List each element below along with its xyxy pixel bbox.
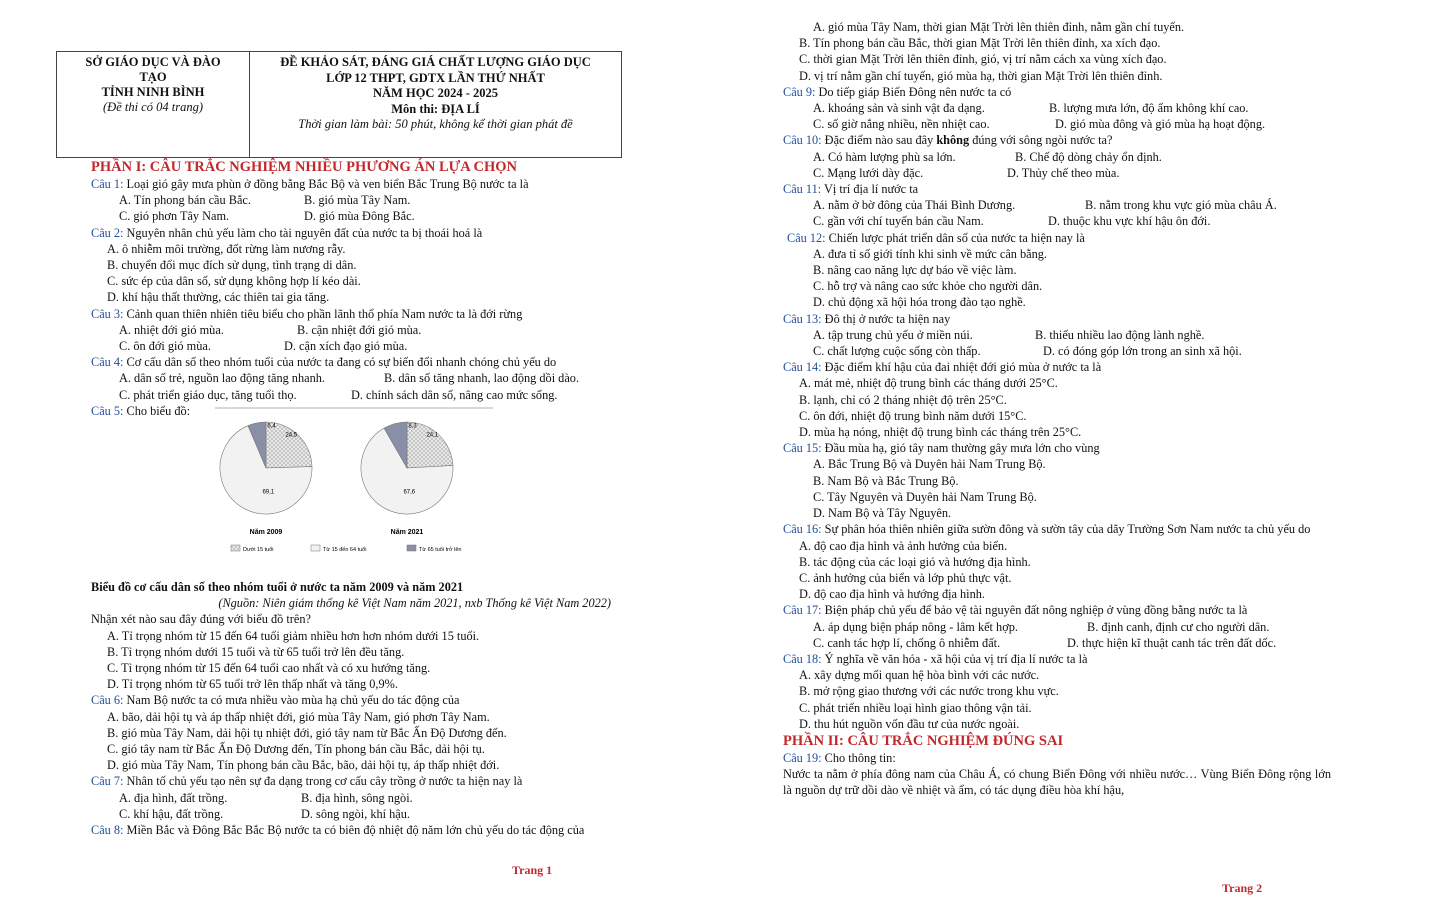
option-d: D. sông ngòi, khí hậu. xyxy=(301,806,410,821)
question-prompt: Nhận xét nào sau đây đúng với biểu đồ trên? xyxy=(91,612,311,627)
pie-2021 xyxy=(361,422,453,514)
option-a: A. áp dụng biện pháp nông - lâm kết hợp. xyxy=(813,619,1018,634)
option-c: C. Tây Nguyên và Duyên hải Nam Trung Bộ. xyxy=(813,489,1037,504)
question-text: đúng với sông ngòi nước ta? xyxy=(969,133,1113,148)
option-b: B. cận nhiệt đới gió mùa. xyxy=(297,322,422,337)
option-a: A. ô nhiễm môi trường, đốt rừng làm nương rẫy. xyxy=(107,241,346,256)
option-c: C. số giờ nắng nhiều, nền nhiệt cao. xyxy=(813,117,990,132)
page-number: Trang 1 xyxy=(512,863,553,877)
pie-2009 xyxy=(220,422,312,514)
option-c: C. khí hậu, đất trồng. xyxy=(119,806,224,821)
part-1-title: PHẦN I: CÂU TRẮC NGHIỆM NHIỀU PHƯƠNG ÁN LỰA CHỌN xyxy=(91,159,518,175)
slice-label: 67,6 xyxy=(403,489,416,496)
slice-label: 6,4 xyxy=(267,423,276,430)
option-b: B. chuyển đổi mục đích sử dụng, tình trạng di dân. xyxy=(107,258,357,273)
question-text: Miền Bắc và Đông Bắc Bắc Bộ nước ta có biên độ nhiệt độ năm lớn chủ yếu do tác động của xyxy=(123,823,585,838)
options-row xyxy=(783,100,1331,116)
legend-swatch xyxy=(311,545,320,551)
question-number: Câu 5: xyxy=(91,403,124,418)
option-c: C. gần với chí tuyến bán cầu Nam. xyxy=(813,214,984,229)
question-12 xyxy=(783,230,1331,246)
option-b: B. gió mùa Tây Nam, dải hội tụ nhiệt đới, gió tây nam từ Bắc Ấn Độ Dương đến. xyxy=(107,725,507,740)
option-c: C. ôn đới gió mùa. xyxy=(119,339,211,354)
options-row xyxy=(91,192,621,208)
question-number: Câu 14: xyxy=(783,360,822,375)
question-text: Đầu mùa hạ, gió tây nam thường gây mưa lớn cho vùng xyxy=(821,441,1100,456)
options-row xyxy=(783,149,1331,165)
option-c: C. Tỉ trọng nhóm từ 15 đến 64 tuổi cao nhất và có xu hướng tăng. xyxy=(107,661,431,676)
slice-label: 24,5 xyxy=(285,432,298,439)
option-b: B. nằm trong khu vực gió mùa châu Á. xyxy=(1085,198,1277,213)
option-b: B. lạnh, chỉ có 2 tháng nhiệt độ trên 25°C. xyxy=(799,392,1007,407)
options-row xyxy=(91,322,621,338)
option-d: D. mùa hạ nóng, nhiệt độ trung bình các tháng trên 25°C. xyxy=(799,425,1082,440)
option-b: B. nâng cao năng lực dự báo về việc làm. xyxy=(813,263,1017,278)
legend-label: Dưới 15 tuổi xyxy=(243,547,274,554)
question-text: Cảnh quan thiên nhiên tiêu biểu cho phần lãnh thổ phía Nam nước ta là đới rừng xyxy=(123,306,523,321)
exam-title-line: LỚP 12 THPT, GDTX LẦN THỨ NHẤT xyxy=(326,70,545,85)
question-number: Câu 10: xyxy=(783,133,822,148)
options-row xyxy=(783,343,1331,359)
option-c: C. ôn đới, nhiệt độ trung bình năm dưới 15°C. xyxy=(799,408,1027,423)
issuer-line: SỞ GIÁO DỤC VÀ ĐÀO xyxy=(85,55,221,69)
issuer-line: TẠO xyxy=(139,70,167,84)
options-row xyxy=(91,338,621,354)
option-a: A. dân số trẻ, nguồn lao động tăng nhanh. xyxy=(119,371,325,386)
option-a: A. nhiệt đới gió mùa. xyxy=(119,322,224,337)
option-b: B. địa hình, sông ngòi. xyxy=(301,790,413,805)
question-text: Cho thông tin: xyxy=(821,750,896,765)
question-keyword: không xyxy=(936,133,970,148)
legend-swatch xyxy=(407,545,416,551)
chart-source: (Nguồn: Niên giám thống kê Việt Nam năm 2021, nxb Thống kê Việt Nam 2022) xyxy=(218,596,611,611)
pie-2021-title: Năm 2021 xyxy=(390,529,424,537)
option-d: D. gió mùa Tây Nam, Tín phong bán cầu Bắc, bão, dải hội tụ, áp thấp nhiệt đới. xyxy=(107,758,500,773)
question-text: Đô thị ở nước ta hiện nay xyxy=(821,311,951,326)
option-a: A. Tỉ trọng nhóm từ 15 đến 64 tuổi giảm nhiều hơn hơn nhóm dưới 15 tuổi. xyxy=(107,628,480,643)
question-text: Đặc điểm nào sau đây xyxy=(821,133,937,148)
option-d: D. thực hiện kĩ thuật canh tác trên đất dốc. xyxy=(1067,635,1277,650)
option-c: C. ảnh hưởng của biển và lớp phủ thực vật. xyxy=(799,570,1012,585)
exam-title-line: ĐỀ KHẢO SÁT, ĐÁNG GIÁ CHẤT LƯỢNG GIÁO DỤC xyxy=(280,55,591,69)
legend-label: Từ 15 đến 64 tuổi xyxy=(323,547,367,554)
option-a: A. mát mẻ, nhiệt độ trung bình các tháng dưới 25°C. xyxy=(799,376,1058,391)
option-d: D. chủ động xã hội hóa trong đào tạo nghề. xyxy=(813,295,1026,310)
question-15 xyxy=(783,440,1331,456)
question-1 xyxy=(91,176,621,192)
question-number: Câu 17: xyxy=(783,603,822,618)
chart-legend xyxy=(231,545,461,553)
question-3 xyxy=(91,306,621,322)
question-number: Câu 16: xyxy=(783,522,822,537)
question-text: Vị trí địa lí nước ta xyxy=(821,182,919,197)
option-d: D. thu hút nguồn vốn đầu tư của nước ngoài. xyxy=(799,716,1020,731)
option-a: A. độ cao địa hình và ảnh hưởng của biển. xyxy=(799,538,1008,553)
question-number: Câu 7: xyxy=(91,774,124,789)
question-text: Sự phân hóa thiên nhiên giữa sườn đông và sườn tây của dãy Trường Sơn Nam nước ta chủ yếu do xyxy=(821,522,1311,537)
option-a: A. bão, dải hội tụ và áp thấp nhiệt đới, gió mùa Tây Nam, gió phơn Tây Nam. xyxy=(107,709,490,724)
page-count-note: (Đề thi có 04 trang) xyxy=(103,100,203,114)
chart-caption: Biểu đồ cơ cấu dân số theo nhóm tuổi ở nước ta năm 2009 và năm 2021 xyxy=(91,580,464,595)
question-number: Câu 3: xyxy=(91,306,124,321)
question-number: Câu 15: xyxy=(783,441,822,456)
question-number: Câu 11: xyxy=(783,182,822,197)
options-row xyxy=(783,327,1331,343)
question-text: Nguyên nhân chủ yếu làm cho tài nguyên đất của nước ta bị thoái hoá là xyxy=(123,225,483,240)
question-16 xyxy=(783,521,1331,537)
options-row xyxy=(91,387,621,403)
option-b: B. dân số tăng nhanh, lao động dồi dào. xyxy=(384,371,580,386)
question-text: Đặc điểm khí hậu của đai nhiệt đới gió mùa ở nước ta là xyxy=(821,360,1102,375)
question-text: Do tiếp giáp Biển Đông nên nước ta có xyxy=(815,84,1012,99)
option-c: C. chất lượng cuộc sống còn thấp. xyxy=(813,344,981,359)
options-row xyxy=(783,635,1331,651)
question-4 xyxy=(91,354,621,370)
option-a: A. Bắc Trung Bộ và Duyên hải Nam Trung Bộ. xyxy=(813,457,1046,472)
options-row xyxy=(783,116,1331,132)
option-b: B. gió mùa Tây Nam. xyxy=(304,193,411,208)
exam-page-2 xyxy=(720,0,1440,900)
question-6 xyxy=(91,692,621,708)
option-c: C. hỗ trợ và nâng cao sức khỏe cho người dân. xyxy=(813,279,1043,294)
option-d: D. thuộc khu vực khí hậu ôn đới. xyxy=(1048,214,1211,229)
option-c: C. thời gian Mặt Trời lên thiên đỉnh, gió, vị trí nằm cách xa vùng xích đạo. xyxy=(799,52,1167,67)
question-text: Biện pháp chủ yếu để bảo vệ tài nguyên đất nông nghiệp ở vùng đồng bằng nước ta là xyxy=(821,603,1248,618)
question-number: Câu 2: xyxy=(91,225,124,240)
pie-2009-title: Năm 2009 xyxy=(249,529,283,537)
question-number: Câu 18: xyxy=(783,651,822,666)
option-a: A. nằm ở bờ đông của Thái Bình Dương. xyxy=(813,198,1016,213)
question-text: Cơ cấu dân số theo nhóm tuổi của nước ta đang có sự biến đổi nhanh chóng chủ yếu do xyxy=(123,355,557,370)
question-text: Cho biểu đồ: xyxy=(123,403,191,418)
question-text: Loại gió gây mưa phùn ở đồng bằng Bắc Bộ và ven biển Bắc Trung Bộ nước ta là xyxy=(123,177,529,191)
option-d: D. gió mùa đông và gió mùa hạ hoạt động. xyxy=(1055,117,1266,132)
slice-label: 24,1 xyxy=(426,432,439,439)
option-a: A. gió mùa Tây Nam, thời gian Mặt Trời lên thiên đỉnh, nằm gần chí tuyến. xyxy=(813,20,1185,34)
exam-duration-note: Thời gian làm bài: 50 phút, không kể thời gian phát đề xyxy=(298,117,573,131)
option-b: B. Chế độ dòng chảy ổn định. xyxy=(1015,149,1162,164)
option-b: B. lượng mưa lớn, độ ẩm không khí cao. xyxy=(1049,101,1249,116)
options-row xyxy=(783,197,1331,213)
question-10 xyxy=(783,132,1331,148)
question-14 xyxy=(783,359,1331,375)
option-c: C. canh tác hợp lí, chống ô nhiễm đất. xyxy=(813,635,1001,650)
option-b: B. tác động của các loại gió và hướng địa hình. xyxy=(799,554,1031,569)
part-2-title: PHẦN II: CÂU TRẮC NGHIỆM ĐÚNG SAI xyxy=(783,732,1064,749)
pie-chart-svg xyxy=(211,406,501,566)
question-7 xyxy=(91,773,621,789)
question-13 xyxy=(783,311,1331,327)
option-c: C. phát triển giáo dục, tăng tuổi thọ. xyxy=(119,387,297,402)
options-row xyxy=(783,619,1331,635)
header-issuer xyxy=(57,52,250,157)
question-8 xyxy=(91,822,621,838)
option-d: D. chính sách dân số, nâng cao mức sống. xyxy=(351,387,558,402)
exam-subject: Môn thi: ĐỊA LÍ xyxy=(391,101,480,116)
question-number: Câu 4: xyxy=(91,355,124,370)
option-d: D. Thủy chế theo mùa. xyxy=(1007,165,1120,180)
question-number: Câu 1: xyxy=(91,177,124,191)
slice-label: 69,1 xyxy=(262,489,275,496)
option-d: D. cận xích đạo gió mùa. xyxy=(284,339,408,354)
question-2 xyxy=(91,225,621,241)
question-19-passage: Nước ta nằm ở phía đông nam của Châu Á, có chung Biển Đông với nhiều nước… Vùng Biển Đông rộng lớn là nguồn dự trữ dồi dào về nhiệt và ẩm, có tác dụng điều hòa khí hậu, xyxy=(783,767,1331,798)
option-a: A. đưa tỉ số giới tính khi sinh về mức cân bằng. xyxy=(813,246,1047,261)
question-11 xyxy=(783,181,1331,197)
question-number: Câu 12: xyxy=(787,230,826,245)
question-number: Câu 19: xyxy=(783,750,822,765)
page-2-content xyxy=(783,19,1331,799)
option-d: D. Nam Bộ và Tây Nguyên. xyxy=(813,506,952,521)
option-a: A. tập trung chủ yếu ở miền núi. xyxy=(813,327,973,342)
option-d: D. vị trí nằm gần chí tuyến, gió mùa hạ, thời gian Mặt Trời lên thiên đỉnh. xyxy=(799,68,1163,83)
question-number: Câu 13: xyxy=(783,311,822,326)
option-a: A. xây dựng mối quan hệ hòa bình với các nước. xyxy=(799,668,1040,683)
option-d: D. khí hậu thất thường, các thiên tai gia tăng. xyxy=(107,290,330,305)
question-17 xyxy=(783,602,1331,618)
option-b: B. định canh, định cư cho người dân. xyxy=(1087,619,1270,634)
option-a: A. địa hình, đất trồng. xyxy=(119,790,228,805)
legend-label: Từ 65 tuổi trở lên xyxy=(419,547,462,554)
option-c: C. gió tây nam từ Bắc Ấn Độ Dương đến, Tín phong bán cầu Bắc, dải hội tụ. xyxy=(107,742,485,757)
question-text: Ý nghĩa về văn hóa - xã hội của vị trí địa lí nước ta là xyxy=(821,651,1088,666)
question-18 xyxy=(783,651,1331,667)
option-d: D. có đóng góp lớn trong an sinh xã hội. xyxy=(1043,344,1242,359)
option-b: B. Tín phong bán cầu Bắc, thời gian Mặt Trời lên thiên đỉnh, xa xích đạo. xyxy=(799,36,1161,51)
question-9 xyxy=(783,84,1331,100)
question-19 xyxy=(783,750,1331,766)
pie-chart-figure xyxy=(91,419,621,579)
options-row xyxy=(783,213,1331,229)
question-number: Câu 6: xyxy=(91,693,124,708)
page-number: Trang 2 xyxy=(1222,881,1263,895)
option-b: B. Nam Bộ và Bắc Trung Bộ. xyxy=(813,473,959,488)
option-d: D. Tỉ trọng nhóm từ 65 tuổi trở lên thấp nhất và tăng 0,9%. xyxy=(107,677,398,692)
page-1-content xyxy=(91,158,621,838)
option-d: D. độ cao địa hình và hướng địa hình. xyxy=(799,587,985,602)
options-row xyxy=(783,165,1331,181)
question-text: Chiến lược phát triển dân số của nước ta hiện nay là xyxy=(825,230,1085,245)
question-number: Câu 9: xyxy=(783,84,816,99)
header-exam-title xyxy=(250,52,621,157)
options-row xyxy=(91,806,621,822)
option-a: A. Có hàm lượng phù sa lớn. xyxy=(813,149,956,164)
option-b: B. mở rộng giao thương với các nước trong khu vực. xyxy=(799,684,1059,699)
option-a: A. khoáng sản và sinh vật đa dạng. xyxy=(813,101,985,116)
option-c: C. gió phơn Tây Nam. xyxy=(119,209,230,224)
option-c: C. sức ép của dân số, sử dụng không hợp lí kéo dài. xyxy=(107,274,361,289)
option-a: A. Tín phong bán cầu Bắc. xyxy=(119,193,251,208)
question-number: Câu 8: xyxy=(91,823,124,838)
exam-title-line: NĂM HỌC 2024 - 2025 xyxy=(373,86,498,100)
option-b: B. thiếu nhiều lao động lành nghề. xyxy=(1035,327,1205,342)
option-c: C. Mạng lưới dày đặc. xyxy=(813,165,924,180)
exam-header xyxy=(56,51,622,158)
options-row xyxy=(91,370,621,386)
option-b: B. Tỉ trọng nhóm dưới 15 tuổi và từ 65 tuổi trở lên đều tăng. xyxy=(107,644,405,659)
option-c: C. phát triển nhiều loại hình giao thông vận tải. xyxy=(799,700,1032,715)
issuer-line: TỈNH NINH BÌNH xyxy=(101,85,205,99)
legend-swatch xyxy=(231,545,240,551)
question-text: Nam Bộ nước ta có mưa nhiều vào mùa hạ chủ yếu do tác động của xyxy=(123,693,460,708)
slice-label: 8,3 xyxy=(408,423,417,430)
option-d: D. gió mùa Đông Bắc. xyxy=(304,209,415,224)
question-text: Nhân tố chủ yếu tạo nên sự đa dạng trong cơ cấu cây trồng ở nước ta hiện nay là xyxy=(123,774,523,789)
options-row xyxy=(91,208,621,224)
options-row xyxy=(91,790,621,806)
